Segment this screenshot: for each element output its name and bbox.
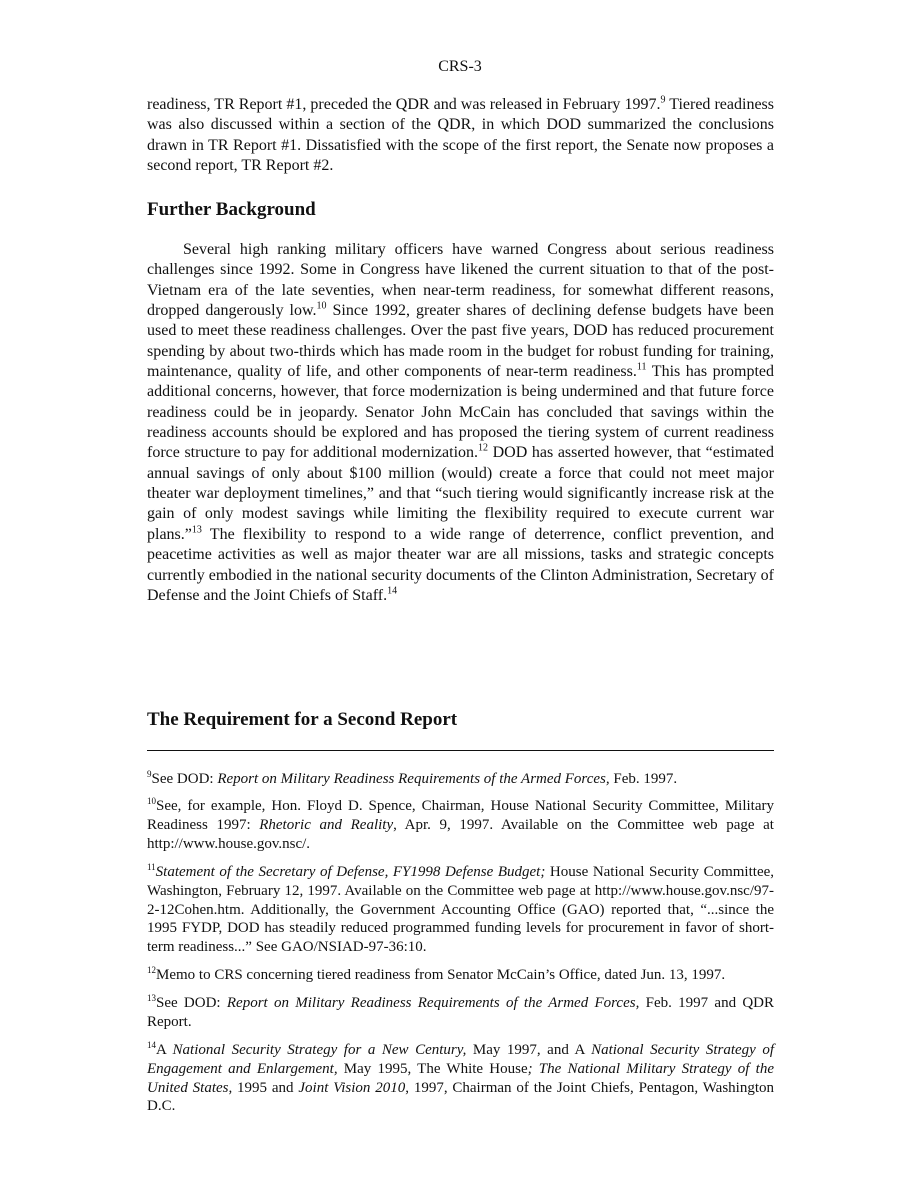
footnote-text: Feb. 1997 and QDR Report. [147, 995, 775, 1030]
bg-text-4: DOD has asserted however, that “estimated annual savings of only about $100 million (would) create a force that could not meet major theater war deployment timelines,” and that “such tiering would significantly increase risk at the gain of only modest savings while limiting the flexibility required to execute current war plans.” [147, 444, 775, 543]
footnote-title: ; The National Military Strategy of the United States, [147, 1060, 774, 1096]
footnote-number: 13 [147, 993, 156, 1003]
footnote-text: 1995 and [232, 1079, 299, 1096]
background-paragraph [147, 240, 774, 606]
footnote-ref-10: 10 [316, 300, 327, 312]
footnote-divider [147, 750, 774, 751]
footnote-number: 10 [147, 796, 156, 806]
section-further-background [147, 198, 774, 222]
intro-block [147, 95, 774, 176]
footnote-title: Report on Military Readiness Requirements of the Armed Forces, [226, 995, 640, 1011]
footnote-ref-14: 14 [387, 585, 398, 597]
footnote-title: Rhetoric and Reality [259, 816, 394, 833]
footnote-9 [147, 770, 774, 789]
bg-text-5: The flexibility to respond to a wide range of deterrence, conflict prevention, and peacetime activities as well as major theater war are all missions, tasks and strategic concepts currently embodied in the national security documents of the Clinton Administration, Secretary of Defense and the Joint Chiefs of Staff. [147, 525, 774, 604]
bg-text-3: This has prompted additional concerns, however, that force modernization is being undermined and that future force readiness could be in jeopardy. Senator John McCain has concluded that savings within the readiness accounts should be explored and has proposed the tiering system of current readiness force structure to pay for additional modernization. [147, 363, 774, 462]
intro-text: readiness, TR Report #1, preceded the QDR and was released in February 1997. [147, 96, 661, 113]
footnote-13 [147, 994, 774, 1032]
footnote-ref-12: 12 [478, 443, 489, 455]
intro-text-cont: Tiered readiness was also discussed within a section of the QDR, in which DOD summarized the conclusions drawn in TR Report #1. Dissatisfied with the scope of the first report, the Senate now proposes a second report, TR Report #2. [147, 96, 774, 175]
footnote-number: 9 [147, 769, 152, 779]
section-second-report [147, 708, 774, 732]
footnote-text: May 1995, The White House [337, 1060, 528, 1077]
footnote-14 [147, 1041, 774, 1116]
footnote-text: , 1997, Chairman of the Joint Chiefs, Pentagon, Washington D.C. [147, 1079, 774, 1115]
footnote-ref-13: 13 [191, 524, 202, 536]
footnote-10 [147, 797, 774, 853]
section-heading-further-background: Further Background [147, 199, 316, 220]
footnote-text: See, for example, Hon. Floyd D. Spence, Chairman, House National Security Committee, Military Readiness 1997: [147, 798, 774, 833]
background-body [147, 240, 774, 606]
footnote-title: Statement of the Secretary of Defense, FY1998 Defense Budget; [155, 864, 546, 880]
footnote-text: House National Security Committee, Washington, February 12, 1997. Available on the Committee web page at http://www.house.gov.nsc/97-2-12Cohen.htm. Additionally, the Government Accounting Office (GAO) reported that, “...since the 1995 FYDP, DOD has steadily reduced programmed funding levels for procurement in favor of short-term readiness...” See GAO/NSIAD-97-36:10. [147, 864, 775, 956]
intro-paragraph [147, 95, 774, 176]
footnote-title: Joint Vision 2010 [298, 1079, 406, 1096]
footnote-title: National Security Strategy of Engagement and Enlargement, [147, 1042, 775, 1077]
bg-text-1: Several high ranking military officers have warned Congress about serious readiness challenges since 1992. Some in Congress have likened the current situation to that of the post-Vietnam era of the late seventies, when near-term readiness, for somewhat different reasons, dropped dangerously low. [147, 241, 774, 320]
footnote-text: , Apr. 9, 1997. Available on the Committee web page at http://www.house.gov.nsc/. [147, 816, 774, 852]
footnote-ref-9: 9 [660, 94, 666, 106]
footnote-number: 14 [147, 1040, 156, 1050]
footnote-number: 11 [147, 862, 156, 872]
footnote-text: See DOD: [156, 995, 227, 1011]
footnote-ref-11: 11 [636, 361, 647, 373]
section-heading-second-report: The Requirement for a Second Report [147, 709, 458, 730]
footnote-text: See DOD: [151, 771, 218, 787]
footnote-number: 12 [147, 965, 156, 975]
footnote-text: Memo to CRS concerning tiered readiness from Senator McCain’s Office, dated Jun. 13, 1997. [156, 967, 726, 983]
footnote-title: National Security Strategy for a New Century, [172, 1042, 467, 1058]
footnote-text: May 1997, and A [466, 1042, 592, 1058]
footnote-11 [147, 863, 774, 957]
footnote-text: Feb. 1997. [609, 771, 678, 787]
footnote-text: A [156, 1042, 173, 1058]
bg-text-2: Since 1992, greater shares of declining defense budgets have been used to meet these readiness challenges. Over the past five years, DOD has reduced procurement spending by about two-thirds which has made room in the budget for robust funding for training, maintenance, quality of life, and other components of near-term readiness. [147, 302, 775, 381]
page-number: CRS-3 [438, 58, 482, 75]
footnote-12 [147, 966, 774, 985]
footnote-title: Report on Military Readiness Requirements of the Armed Forces, [217, 771, 610, 787]
